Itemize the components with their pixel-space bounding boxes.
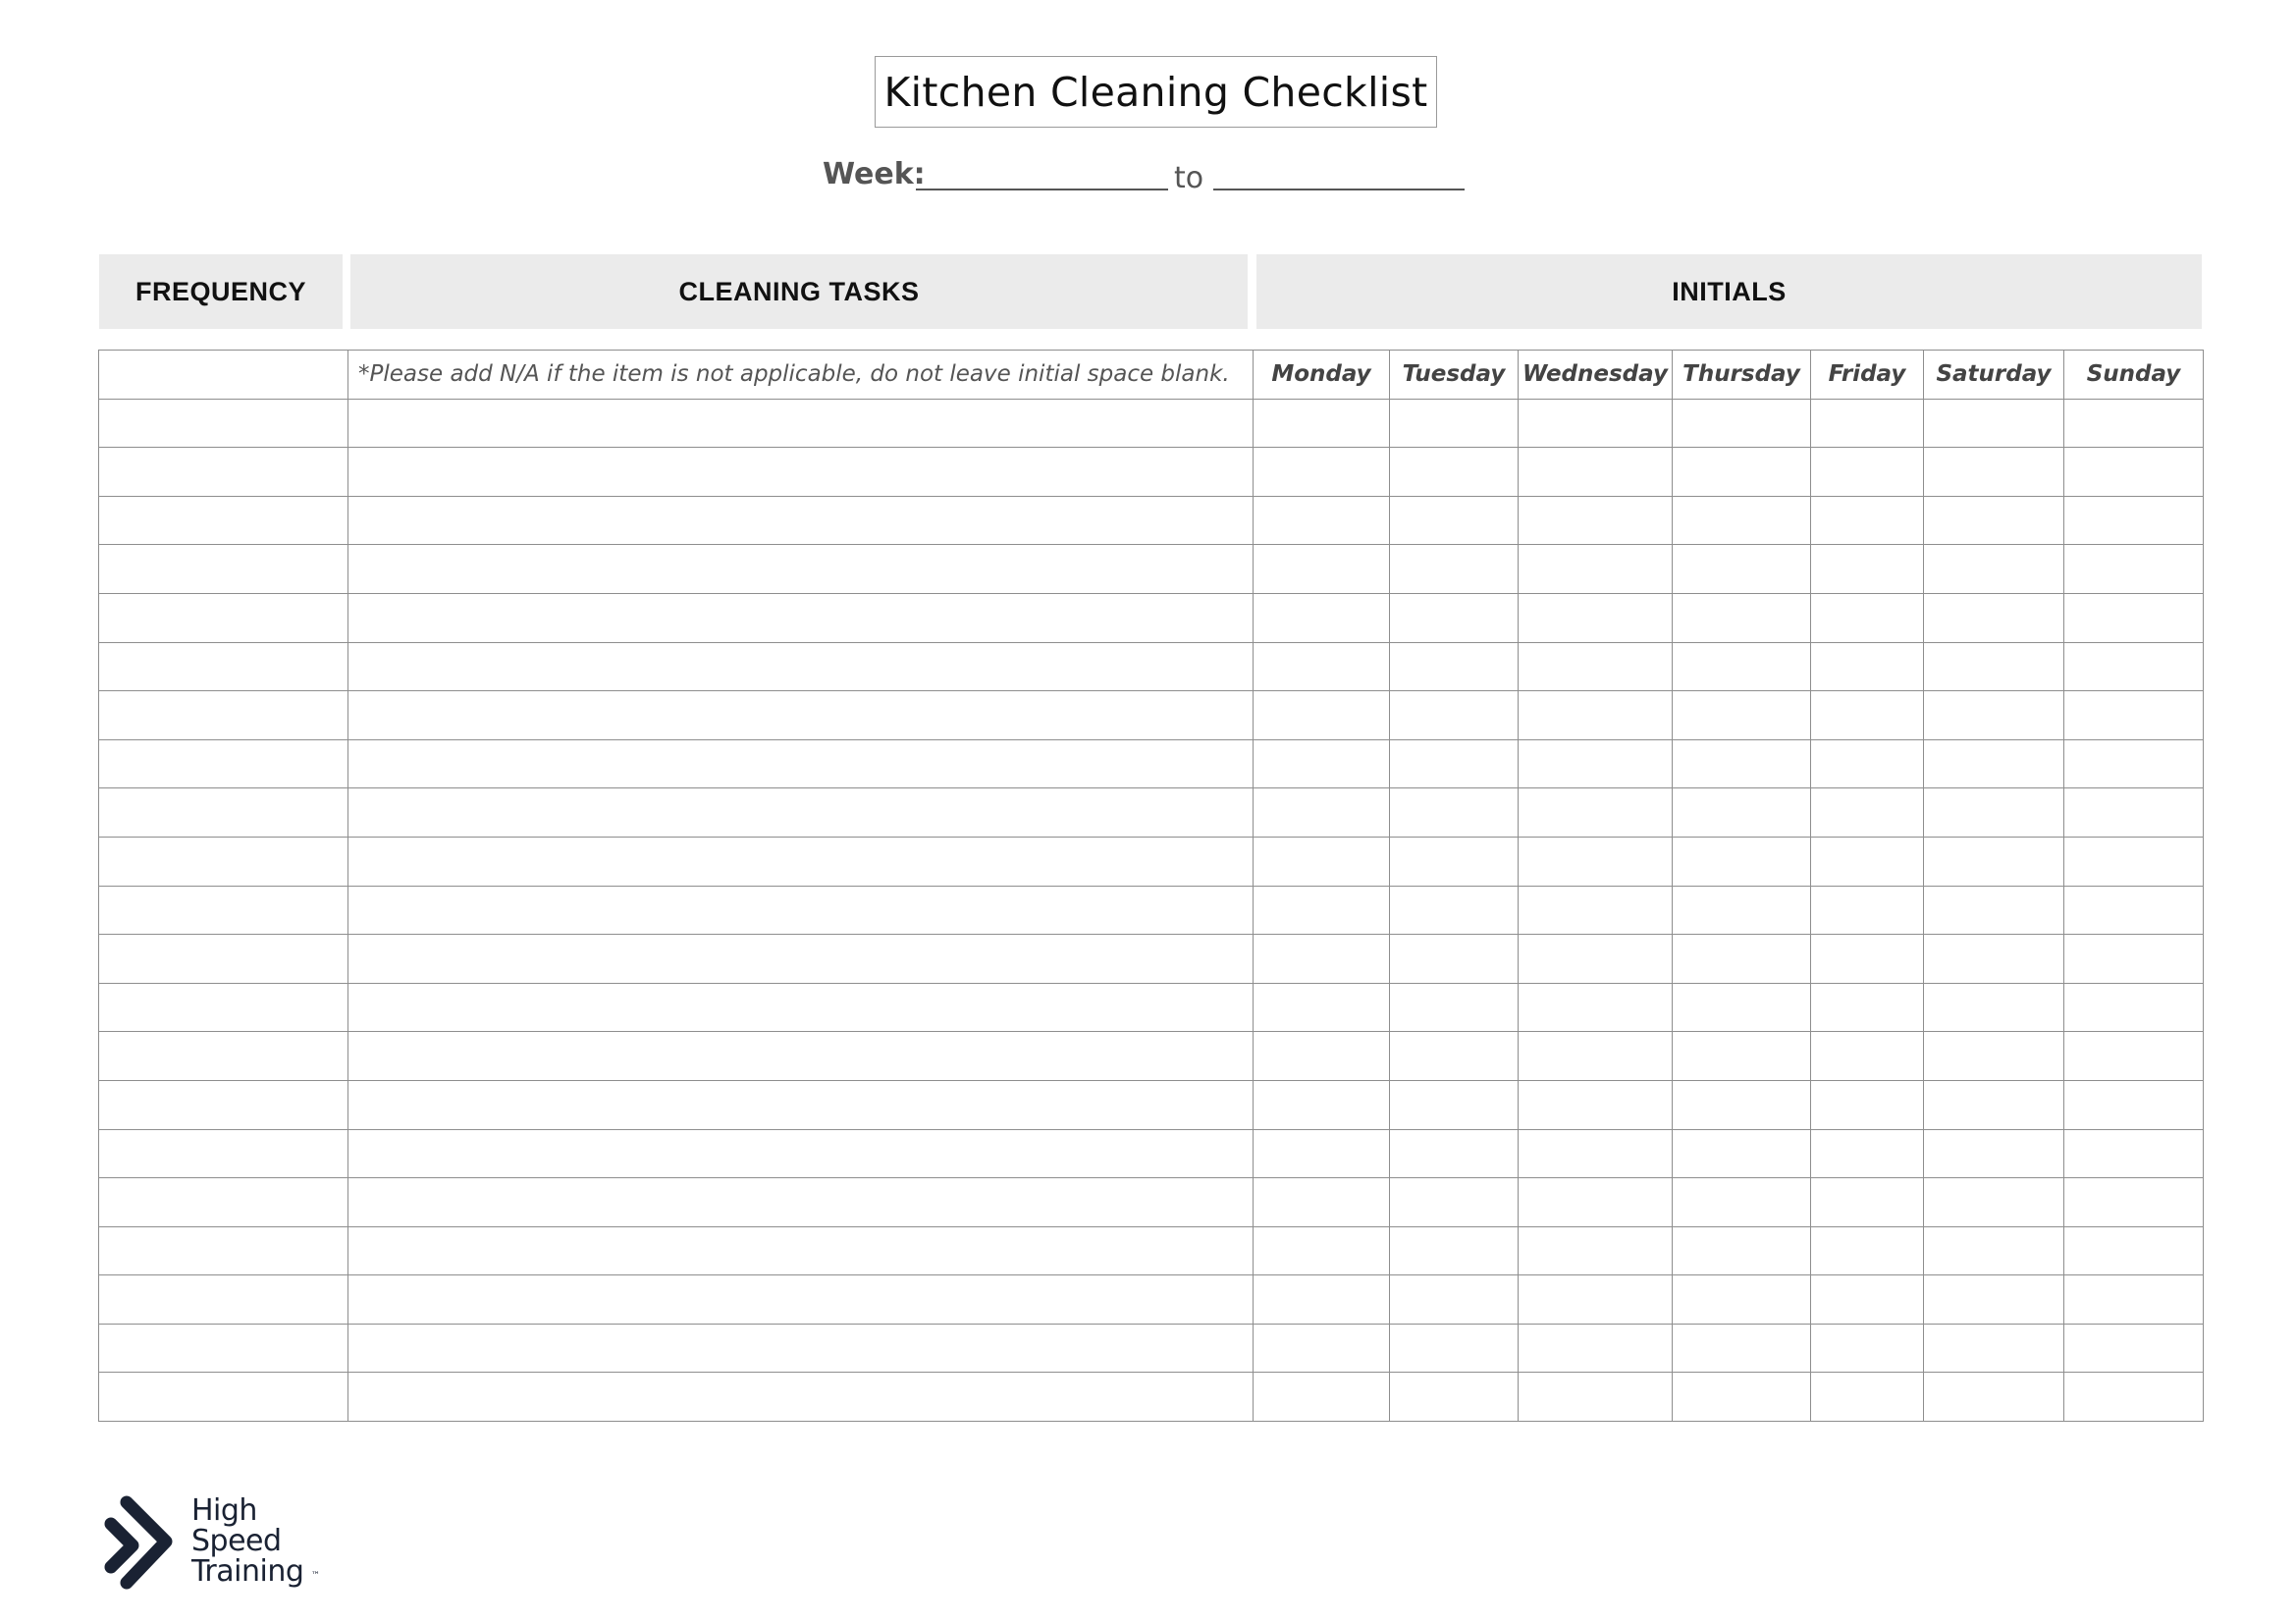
initial-wednesday-cell[interactable] <box>1519 448 1673 497</box>
initial-wednesday-cell[interactable] <box>1519 642 1673 691</box>
initial-friday-cell[interactable] <box>1811 837 1924 886</box>
table-row <box>99 545 2204 594</box>
initial-wednesday-cell[interactable] <box>1519 1032 1673 1081</box>
initial-wednesday-cell[interactable] <box>1519 691 1673 740</box>
table-row <box>99 1080 2204 1129</box>
task-cell[interactable] <box>348 399 1254 448</box>
initial-friday-cell[interactable] <box>1811 1080 1924 1129</box>
logo-line-2: Speed <box>191 1524 282 1558</box>
frequency-cell[interactable] <box>99 1178 348 1227</box>
initial-thursday-cell[interactable] <box>1673 1032 1811 1081</box>
initial-friday-cell[interactable] <box>1811 935 1924 984</box>
table-row <box>99 399 2204 448</box>
initial-saturday-cell[interactable] <box>1924 545 2064 594</box>
initial-wednesday-cell[interactable] <box>1519 1178 1673 1227</box>
initial-friday-cell[interactable] <box>1811 1324 1924 1373</box>
table-row <box>99 837 2204 886</box>
initial-friday-cell[interactable] <box>1811 983 1924 1032</box>
task-cell[interactable] <box>348 1178 1254 1227</box>
table-row <box>99 788 2204 838</box>
day-sunday: Sunday <box>2064 351 2204 400</box>
task-cell[interactable] <box>348 935 1254 984</box>
initial-sunday-cell[interactable] <box>2064 1226 2204 1275</box>
initial-sunday-cell[interactable] <box>2064 691 2204 740</box>
na-note: *Please add N/A if the item is not applicable, do not leave initial space blank. <box>348 351 1254 400</box>
initial-saturday-cell[interactable] <box>1924 837 2064 886</box>
table-row <box>99 1129 2204 1178</box>
table-row <box>99 691 2204 740</box>
table-row <box>99 1324 2204 1373</box>
initial-monday-cell[interactable] <box>1254 1226 1390 1275</box>
initial-monday-cell[interactable] <box>1254 1032 1390 1081</box>
frequency-cell[interactable] <box>99 788 348 838</box>
task-cell[interactable] <box>348 837 1254 886</box>
initial-friday-cell[interactable] <box>1811 399 1924 448</box>
task-cell[interactable] <box>348 983 1254 1032</box>
day-header-row <box>99 351 2204 400</box>
initial-tuesday-cell[interactable] <box>1390 545 1519 594</box>
task-cell[interactable] <box>348 496 1254 545</box>
initial-wednesday-cell[interactable] <box>1519 788 1673 838</box>
cleaning-tasks-header: CLEANING TASKS <box>350 254 1248 329</box>
initial-monday-cell[interactable] <box>1254 935 1390 984</box>
task-cell[interactable] <box>348 1275 1254 1325</box>
initial-sunday-cell[interactable] <box>2064 1324 2204 1373</box>
checklist-table <box>98 350 2204 1422</box>
initial-monday-cell[interactable] <box>1254 886 1390 935</box>
initial-tuesday-cell[interactable] <box>1390 1032 1519 1081</box>
frequency-header: FREQUENCY <box>99 254 343 329</box>
table-row <box>99 886 2204 935</box>
initial-monday-cell[interactable] <box>1254 496 1390 545</box>
frequency-cell[interactable] <box>99 593 348 642</box>
day-saturday: Saturday <box>1924 351 2064 400</box>
table-row <box>99 1226 2204 1275</box>
frequency-cell[interactable] <box>99 1080 348 1129</box>
table-row <box>99 642 2204 691</box>
initial-saturday-cell[interactable] <box>1924 1080 2064 1129</box>
frequency-cell[interactable] <box>99 837 348 886</box>
frequency-cell[interactable] <box>99 642 348 691</box>
initial-saturday-cell[interactable] <box>1924 399 2064 448</box>
initial-monday-cell[interactable] <box>1254 1178 1390 1227</box>
initial-monday-cell[interactable] <box>1254 983 1390 1032</box>
initial-friday-cell[interactable] <box>1811 496 1924 545</box>
initial-wednesday-cell[interactable] <box>1519 837 1673 886</box>
initial-sunday-cell[interactable] <box>2064 545 2204 594</box>
task-cell[interactable] <box>348 1373 1254 1422</box>
initial-wednesday-cell[interactable] <box>1519 545 1673 594</box>
initial-saturday-cell[interactable] <box>1924 642 2064 691</box>
frequency-cell[interactable] <box>99 351 348 400</box>
initial-tuesday-cell[interactable] <box>1390 496 1519 545</box>
task-cell[interactable] <box>348 448 1254 497</box>
logo-line-3: Training <box>191 1554 304 1589</box>
frequency-cell[interactable] <box>99 1324 348 1373</box>
table-row <box>99 1032 2204 1081</box>
day-monday: Monday <box>1254 351 1390 400</box>
frequency-cell[interactable] <box>99 1129 348 1178</box>
week-end-field[interactable] <box>1213 189 1465 190</box>
week-row <box>0 155 2296 202</box>
initial-saturday-cell[interactable] <box>1924 1226 2064 1275</box>
initial-saturday-cell[interactable] <box>1924 448 2064 497</box>
initial-saturday-cell[interactable] <box>1924 983 2064 1032</box>
initial-tuesday-cell[interactable] <box>1390 1373 1519 1422</box>
high-speed-training-logo <box>97 1492 333 1600</box>
initial-tuesday-cell[interactable] <box>1390 399 1519 448</box>
frequency-cell[interactable] <box>99 399 348 448</box>
initial-tuesday-cell[interactable] <box>1390 593 1519 642</box>
initial-friday-cell[interactable] <box>1811 1129 1924 1178</box>
logo-line-1: High <box>191 1493 257 1528</box>
frequency-cell[interactable] <box>99 448 348 497</box>
initial-sunday-cell[interactable] <box>2064 642 2204 691</box>
initial-thursday-cell[interactable] <box>1673 788 1811 838</box>
initial-friday-cell[interactable] <box>1811 1373 1924 1422</box>
initial-sunday-cell[interactable] <box>2064 448 2204 497</box>
initial-thursday-cell[interactable] <box>1673 1373 1811 1422</box>
initial-sunday-cell[interactable] <box>2064 496 2204 545</box>
initial-sunday-cell[interactable] <box>2064 837 2204 886</box>
week-to-label: to <box>1174 161 1204 195</box>
task-cell[interactable] <box>348 691 1254 740</box>
initial-tuesday-cell[interactable] <box>1390 691 1519 740</box>
initial-saturday-cell[interactable] <box>1924 496 2064 545</box>
initial-sunday-cell[interactable] <box>2064 935 2204 984</box>
initial-thursday-cell[interactable] <box>1673 1129 1811 1178</box>
initial-wednesday-cell[interactable] <box>1519 739 1673 788</box>
initial-sunday-cell[interactable] <box>2064 1178 2204 1227</box>
initial-monday-cell[interactable] <box>1254 1373 1390 1422</box>
initial-thursday-cell[interactable] <box>1673 1080 1811 1129</box>
initial-tuesday-cell[interactable] <box>1390 788 1519 838</box>
initial-sunday-cell[interactable] <box>2064 593 2204 642</box>
table-row <box>99 1373 2204 1422</box>
table-row <box>99 1275 2204 1325</box>
initial-tuesday-cell[interactable] <box>1390 1226 1519 1275</box>
initial-friday-cell[interactable] <box>1811 1032 1924 1081</box>
initial-wednesday-cell[interactable] <box>1519 886 1673 935</box>
frequency-cell[interactable] <box>99 1226 348 1275</box>
initial-wednesday-cell[interactable] <box>1519 983 1673 1032</box>
day-tuesday: Tuesday <box>1390 351 1519 400</box>
initial-friday-cell[interactable] <box>1811 545 1924 594</box>
initial-friday-cell[interactable] <box>1811 1275 1924 1325</box>
initial-monday-cell[interactable] <box>1254 593 1390 642</box>
initial-wednesday-cell[interactable] <box>1519 1226 1673 1275</box>
initial-monday-cell[interactable] <box>1254 545 1390 594</box>
initial-thursday-cell[interactable] <box>1673 739 1811 788</box>
table-row <box>99 935 2204 984</box>
initial-tuesday-cell[interactable] <box>1390 886 1519 935</box>
task-cell[interactable] <box>348 545 1254 594</box>
initial-tuesday-cell[interactable] <box>1390 739 1519 788</box>
initial-sunday-cell[interactable] <box>2064 1080 2204 1129</box>
initial-saturday-cell[interactable] <box>1924 788 2064 838</box>
initial-wednesday-cell[interactable] <box>1519 1080 1673 1129</box>
initial-wednesday-cell[interactable] <box>1519 1324 1673 1373</box>
initial-tuesday-cell[interactable] <box>1390 642 1519 691</box>
initial-monday-cell[interactable] <box>1254 1324 1390 1373</box>
initial-monday-cell[interactable] <box>1254 642 1390 691</box>
initial-friday-cell[interactable] <box>1811 691 1924 740</box>
initial-thursday-cell[interactable] <box>1673 642 1811 691</box>
task-cell[interactable] <box>348 1226 1254 1275</box>
initial-friday-cell[interactable] <box>1811 788 1924 838</box>
initial-monday-cell[interactable] <box>1254 399 1390 448</box>
initial-thursday-cell[interactable] <box>1673 496 1811 545</box>
initial-monday-cell[interactable] <box>1254 837 1390 886</box>
initial-tuesday-cell[interactable] <box>1390 1275 1519 1325</box>
initial-thursday-cell[interactable] <box>1673 983 1811 1032</box>
initial-tuesday-cell[interactable] <box>1390 1080 1519 1129</box>
initial-thursday-cell[interactable] <box>1673 448 1811 497</box>
initial-friday-cell[interactable] <box>1811 642 1924 691</box>
initial-sunday-cell[interactable] <box>2064 886 2204 935</box>
initial-sunday-cell[interactable] <box>2064 1032 2204 1081</box>
frequency-cell[interactable] <box>99 739 348 788</box>
initial-monday-cell[interactable] <box>1254 1080 1390 1129</box>
initial-thursday-cell[interactable] <box>1673 1275 1811 1325</box>
initial-friday-cell[interactable] <box>1811 1178 1924 1227</box>
frequency-cell[interactable] <box>99 1275 348 1325</box>
table-row <box>99 448 2204 497</box>
logo-wordmark <box>191 1495 303 1587</box>
initial-tuesday-cell[interactable] <box>1390 448 1519 497</box>
initial-sunday-cell[interactable] <box>2064 399 2204 448</box>
initial-sunday-cell[interactable] <box>2064 983 2204 1032</box>
trademark: ™ <box>311 1571 320 1581</box>
task-cell[interactable] <box>348 1324 1254 1373</box>
initial-monday-cell[interactable] <box>1254 788 1390 838</box>
initial-sunday-cell[interactable] <box>2064 1275 2204 1325</box>
frequency-cell[interactable] <box>99 983 348 1032</box>
task-cell[interactable] <box>348 788 1254 838</box>
initial-saturday-cell[interactable] <box>1924 739 2064 788</box>
initial-wednesday-cell[interactable] <box>1519 593 1673 642</box>
table-row <box>99 496 2204 545</box>
initial-monday-cell[interactable] <box>1254 691 1390 740</box>
initial-thursday-cell[interactable] <box>1673 399 1811 448</box>
initial-saturday-cell[interactable] <box>1924 1129 2064 1178</box>
initial-thursday-cell[interactable] <box>1673 935 1811 984</box>
task-cell[interactable] <box>348 1080 1254 1129</box>
initial-friday-cell[interactable] <box>1811 593 1924 642</box>
initial-tuesday-cell[interactable] <box>1390 935 1519 984</box>
initial-thursday-cell[interactable] <box>1673 593 1811 642</box>
initial-sunday-cell[interactable] <box>2064 788 2204 838</box>
initial-thursday-cell[interactable] <box>1673 1324 1811 1373</box>
task-cell[interactable] <box>348 1129 1254 1178</box>
initial-sunday-cell[interactable] <box>2064 739 2204 788</box>
initial-friday-cell[interactable] <box>1811 1226 1924 1275</box>
initial-sunday-cell[interactable] <box>2064 1373 2204 1422</box>
frequency-cell[interactable] <box>99 1032 348 1081</box>
initial-saturday-cell[interactable] <box>1924 1373 2064 1422</box>
task-cell[interactable] <box>348 593 1254 642</box>
frequency-cell[interactable] <box>99 1373 348 1422</box>
initial-tuesday-cell[interactable] <box>1390 837 1519 886</box>
initial-thursday-cell[interactable] <box>1673 837 1811 886</box>
initial-tuesday-cell[interactable] <box>1390 1129 1519 1178</box>
initial-saturday-cell[interactable] <box>1924 1178 2064 1227</box>
frequency-cell[interactable] <box>99 496 348 545</box>
task-cell[interactable] <box>348 739 1254 788</box>
frequency-cell[interactable] <box>99 935 348 984</box>
day-friday: Friday <box>1811 351 1924 400</box>
table-row <box>99 1178 2204 1227</box>
day-thursday: Thursday <box>1673 351 1811 400</box>
table-row <box>99 593 2204 642</box>
title-box <box>875 56 1437 128</box>
initial-saturday-cell[interactable] <box>1924 1032 2064 1081</box>
chevron-logo-icon <box>97 1492 186 1597</box>
frequency-cell[interactable] <box>99 545 348 594</box>
table-row <box>99 983 2204 1032</box>
initial-wednesday-cell[interactable] <box>1519 1129 1673 1178</box>
frequency-cell[interactable] <box>99 886 348 935</box>
week-start-field[interactable] <box>916 189 1168 190</box>
initial-saturday-cell[interactable] <box>1924 593 2064 642</box>
initial-monday-cell[interactable] <box>1254 1275 1390 1325</box>
checklist-body <box>99 351 2204 1422</box>
task-cell[interactable] <box>348 886 1254 935</box>
initial-monday-cell[interactable] <box>1254 448 1390 497</box>
initial-thursday-cell[interactable] <box>1673 886 1811 935</box>
initial-friday-cell[interactable] <box>1811 886 1924 935</box>
initial-friday-cell[interactable] <box>1811 448 1924 497</box>
initial-saturday-cell[interactable] <box>1924 886 2064 935</box>
initial-wednesday-cell[interactable] <box>1519 496 1673 545</box>
frequency-cell[interactable] <box>99 691 348 740</box>
initial-saturday-cell[interactable] <box>1924 935 2064 984</box>
initial-wednesday-cell[interactable] <box>1519 1275 1673 1325</box>
initial-sunday-cell[interactable] <box>2064 1129 2204 1178</box>
initial-tuesday-cell[interactable] <box>1390 1178 1519 1227</box>
initials-header: INITIALS <box>1256 254 2202 329</box>
initial-friday-cell[interactable] <box>1811 739 1924 788</box>
task-cell[interactable] <box>348 1032 1254 1081</box>
initial-saturday-cell[interactable] <box>1924 1275 2064 1325</box>
initial-monday-cell[interactable] <box>1254 739 1390 788</box>
initial-saturday-cell[interactable] <box>1924 1324 2064 1373</box>
table-row <box>99 739 2204 788</box>
initial-wednesday-cell[interactable] <box>1519 935 1673 984</box>
initial-saturday-cell[interactable] <box>1924 691 2064 740</box>
initial-thursday-cell[interactable] <box>1673 1178 1811 1227</box>
task-cell[interactable] <box>348 642 1254 691</box>
day-wednesday: Wednesday <box>1519 351 1673 400</box>
initial-thursday-cell[interactable] <box>1673 545 1811 594</box>
page-title: Kitchen Cleaning Checklist <box>883 68 1428 116</box>
initial-tuesday-cell[interactable] <box>1390 983 1519 1032</box>
week-label: Week: <box>823 157 926 191</box>
initial-thursday-cell[interactable] <box>1673 1226 1811 1275</box>
initial-tuesday-cell[interactable] <box>1390 1324 1519 1373</box>
initial-thursday-cell[interactable] <box>1673 691 1811 740</box>
initial-wednesday-cell[interactable] <box>1519 399 1673 448</box>
initial-monday-cell[interactable] <box>1254 1129 1390 1178</box>
initial-wednesday-cell[interactable] <box>1519 1373 1673 1422</box>
